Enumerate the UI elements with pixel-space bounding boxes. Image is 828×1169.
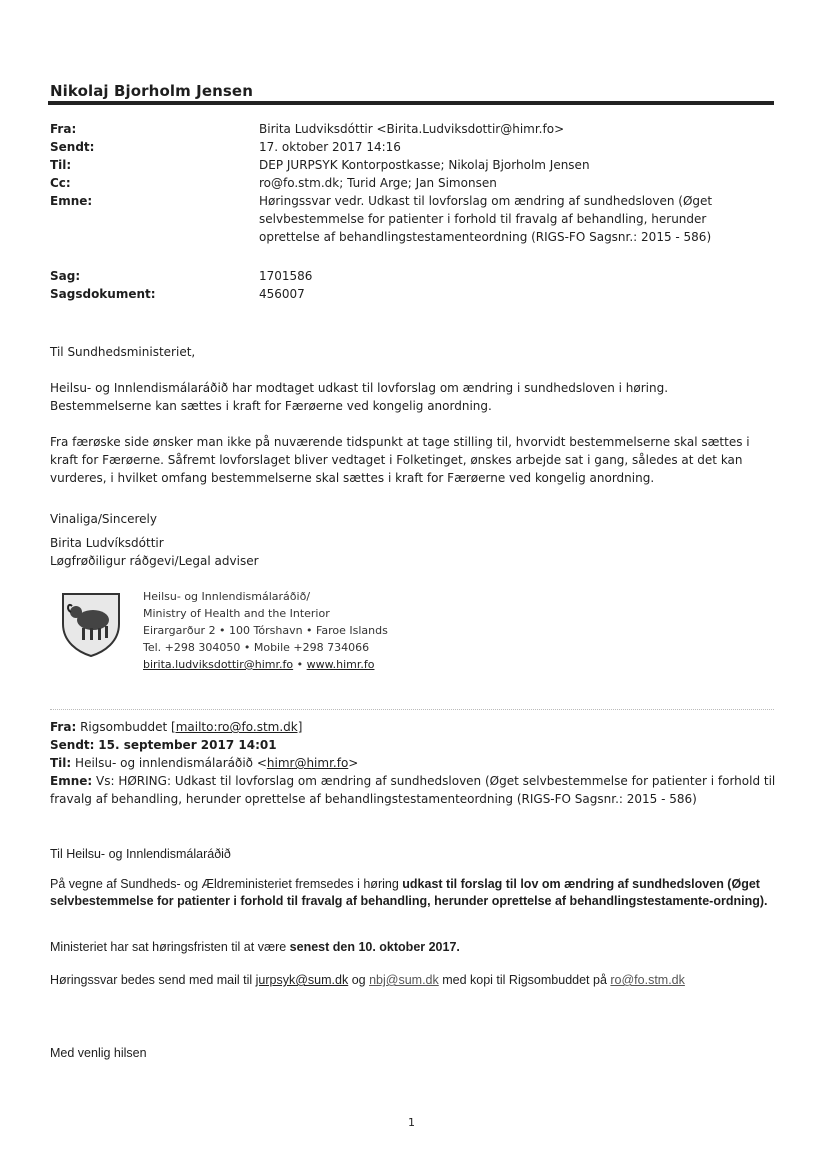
- forwarded-p2-bold: senest den 10. oktober 2017.: [289, 940, 460, 954]
- cc-label: Cc:: [50, 176, 71, 190]
- to-label: Til:: [50, 158, 72, 172]
- forwarded-from: [50, 718, 780, 736]
- forwarded-subject-value: Vs: HØRING: Udkast til lovforslag om ændring af sundhedsloven (Øget selvbestemmelse for patienter i forhold til fravalg af behandling, herunder oprettelse af behandlingstestamenteordning (RIGS-FO Sagsnr.: 2015 - 586): [50, 774, 776, 806]
- paragraph-2: Fra færøske side ønsker man ikke på nuværende tidspunkt at tage stilling til, hvorvidt bestemmelserne skal sættes i kraft for Færøerne. Såfremt lovforslaget bliver vedtaget i Folketinget, ønskes arbejde sat i gang, således at det kan vurderes, i hvilket omfang bestemmelserne skal sættes i kraft for Færøerne ved kongelig anordning.: [50, 435, 750, 485]
- signature-bullet: •: [296, 658, 304, 671]
- signature-web-link[interactable]: www.himr.fo: [306, 658, 375, 671]
- forwarded-p3-mid: og: [348, 973, 370, 987]
- forwarded-subject-label: Emne:: [50, 774, 93, 788]
- forward-divider: [50, 709, 774, 710]
- jurpsyk-email-link[interactable]: jurpsyk@sum.dk: [255, 973, 349, 987]
- subject-value: Høringssvar vedr. Udkast til lovforslag om ændring af sundhedsloven (Øget selvbestemmelse for patienter i forhold til fravalg af behandling, herunder oprettelse af behandlingstestamenteordning (RIGS-FO Sagsnr.: 2015 - 586): [259, 194, 713, 244]
- forwarded-p2-prefix: Ministeriet har sat høringsfristen til at være: [50, 940, 290, 954]
- subject-label: Emne:: [50, 194, 93, 208]
- to-value: DEP JURPSYK Kontorpostkasse; Nikolaj Bjorholm Jensen: [259, 158, 590, 172]
- forwarded-to-close: >: [348, 756, 359, 770]
- document-value: 456007: [259, 287, 305, 301]
- forwarded-paragraph-3: [50, 972, 780, 989]
- document-label: Sagsdokument:: [50, 287, 156, 301]
- from-label: Fra:: [50, 122, 77, 136]
- forwarded-from-name: Rigsombuddet: [80, 720, 168, 734]
- case-value: 1701586: [259, 269, 313, 283]
- forwarded-greeting: Til Heilsu- og Innlendismálaráðið: [50, 847, 231, 861]
- email-header: [0, 120, 828, 320]
- header-rule: [48, 101, 774, 105]
- forwarded-paragraph-2: [50, 939, 780, 956]
- forwarded-from-mailto-link[interactable]: [mailto:ro@fo.stm.dk]: [171, 720, 303, 734]
- forwarded-sent-value: 15. september 2017 14:01: [98, 738, 277, 752]
- forwarded-from-label: Fra:: [50, 720, 77, 734]
- signer-name: Birita Ludvíksdóttir: [50, 536, 164, 550]
- greeting: Til Sundhedsministeriet,: [50, 345, 196, 359]
- forwarded-subject: [50, 772, 780, 808]
- sender-name-heading: Nikolaj Bjorholm Jensen: [50, 82, 253, 100]
- signature-ministry-line: Ministry of Health and the Interior: [143, 607, 330, 620]
- signature-org-line: Heilsu- og Innlendismálaráðið/: [143, 590, 311, 603]
- signature-address-line: Eirargarður 2 • 100 Tórshavn • Faroe Islands: [143, 624, 388, 637]
- signer-title: Løgfrøðiligur ráðgevi/Legal adviser: [50, 554, 259, 568]
- forwarded-p1-prefix: På vegne af Sundheds- og Ældreministeriet fremsedes i høring: [50, 877, 403, 891]
- paragraph-1: Heilsu- og Innlendismálaráðið har modtaget udkast til lovforslag om ændring i sundhedsloven i høring. Bestemmelserne kan sættes i kraft for Færøerne ved kongelig anordning.: [50, 381, 669, 413]
- forwarded-to-label: Til:: [50, 756, 72, 770]
- nbj-email-link[interactable]: nbj@sum.dk: [369, 973, 439, 987]
- forwarded-to-value: Heilsu- og innlendismálaráðið <: [75, 756, 267, 770]
- sent-value: 17. oktober 2017 14:16: [259, 140, 401, 154]
- forwarded-p1-bold: udkast til forslag til lov om ændring af sundhedsloven (Øget selvbestemmelse for patienter i forhold til fravalg af behandling, herunder oprettelse af behandlingstestamente-ordning).: [50, 877, 768, 908]
- coat-of-arms-logo: [60, 590, 122, 658]
- forwarded-p3-mid2: med kopi til Rigsombuddet på: [438, 973, 611, 987]
- forwarded-to-link[interactable]: himr@himr.fo: [266, 756, 349, 770]
- sent-label: Sendt:: [50, 140, 95, 154]
- page-number: 1: [408, 1116, 415, 1129]
- cc-value: ro@fo.stm.dk; Turid Arge; Jan Simonsen: [259, 176, 497, 190]
- signature-phone-line: Tel. +298 304050 • Mobile +298 734066: [143, 641, 370, 654]
- forwarded-p3-prefix: Høringssvar bedes send med mail til: [50, 973, 256, 987]
- forwarded-paragraph-1: [50, 876, 775, 910]
- forwarded-closing: Med venlig hilsen: [50, 1046, 147, 1060]
- forwarded-sent: [50, 736, 780, 754]
- rigsombuddet-email-link[interactable]: ro@fo.stm.dk: [610, 973, 685, 987]
- forwarded-to: [50, 754, 780, 772]
- signature-block: [143, 588, 388, 673]
- closing: Vinaliga/Sincerely: [50, 512, 157, 526]
- from-value: Birita Ludviksdóttir <Birita.Ludviksdottir@himr.fo>: [259, 122, 565, 136]
- signature-email-link[interactable]: birita.ludviksdottir@himr.fo: [143, 658, 294, 671]
- forwarded-sent-label: Sendt:: [50, 738, 95, 752]
- case-label: Sag:: [50, 269, 81, 283]
